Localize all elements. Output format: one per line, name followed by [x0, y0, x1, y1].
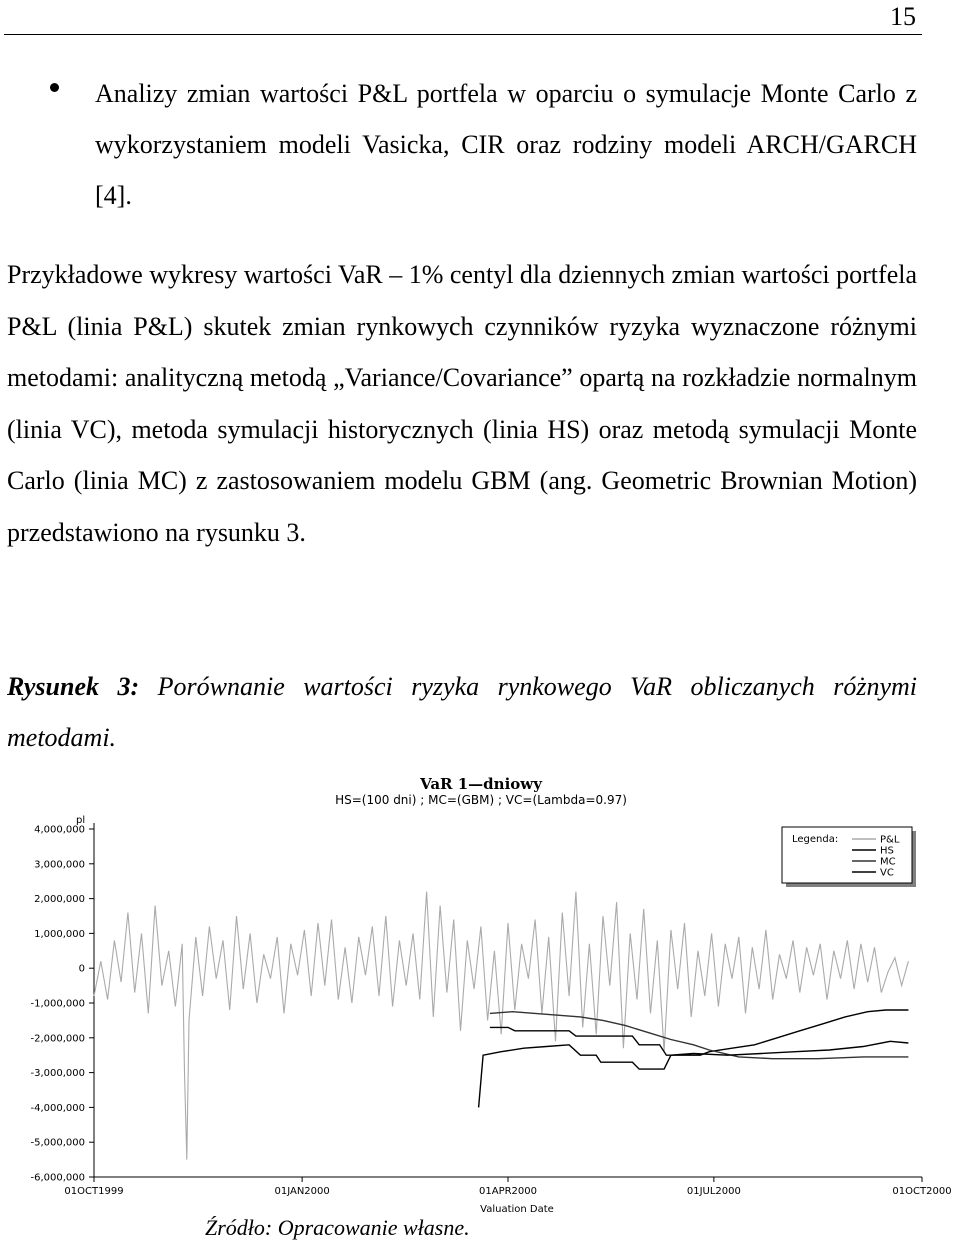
x-tick-label: 01OCT1999 [64, 1186, 124, 1197]
y-tick-label: 4,000,000 [34, 824, 85, 836]
series-line-mc [490, 1012, 909, 1059]
y-axis-label: pl [76, 815, 86, 826]
x-tick-label: 01OCT2000 [892, 1186, 952, 1197]
source-note: Źródło: Opracowanie własne. [205, 1215, 470, 1240]
series-line-vc [479, 1041, 909, 1107]
chart-title: VaR 1—dniowy [420, 775, 542, 793]
legend-entry: VC [880, 867, 894, 879]
chart-series [94, 892, 908, 1160]
legend-entry: MC [880, 856, 896, 868]
body-paragraph: Przykładowe wykresy wartości VaR – 1% centyl dla dziennych zmian wartości portfela P&L (linia P&L) skutek zmian rynkowych czynników ryzyka wyznaczone różnymi metodami: analityczną metodą „Variance/Covariance” opartą na rozkładzie normalnym (linia VC), metoda symulacji historycznych (linia HS) oraz metodą symulacji Monte Carlo (linia MC) z zastosowaniem modelu GBM (ang. Geometric Brownian Motion) przedstawiono na rysunku 3. [7, 260, 917, 547]
y-tick-label: 2,000,000 [34, 894, 85, 906]
x-tick-label: 01APR2000 [479, 1186, 537, 1197]
bullet-text: Analizy zmian wartości P&L portfela w oparciu o symulacje Monte Carlo z wykorzystaniem modeli Vasicka, CIR oraz rodziny modeli ARCH/GARCH [4]. [95, 79, 917, 210]
series-line-pl [94, 892, 908, 1160]
legend-entry: P&L [880, 834, 900, 846]
page-number: 15 [890, 2, 916, 31]
y-tick-label: -3,000,000 [30, 1068, 85, 1080]
chart-legend [782, 827, 916, 887]
x-tick-label: 01JAN2000 [274, 1186, 330, 1197]
legend-entry: HS [880, 845, 894, 857]
x-tick-label: 01JUL2000 [686, 1186, 741, 1197]
chart-subtitle: HS=(100 dni) ; MC=(GBM) ; VC=(Lambda=0.97) [335, 793, 627, 807]
header-rule [4, 34, 922, 35]
y-tick-label: -2,000,000 [30, 1033, 85, 1045]
x-axis-label: Valuation Date [480, 1204, 554, 1215]
y-tick-label: -5,000,000 [30, 1137, 85, 1149]
y-tick-label: -4,000,000 [30, 1102, 85, 1114]
y-tick-label: 0 [78, 963, 85, 975]
figure-caption [7, 661, 917, 763]
y-tick-label: -1,000,000 [30, 998, 85, 1010]
legend-title: Legenda: [792, 834, 839, 845]
var-chart [0, 770, 960, 1215]
y-tick-label: 3,000,000 [34, 859, 85, 871]
bullet-icon [50, 83, 59, 92]
caption-label: Rysunek 3: [7, 672, 140, 701]
y-tick-label: -6,000,000 [30, 1172, 85, 1184]
caption-text: Porównanie wartości ryzyka rynkowego VaR obliczanych różnymi metodami. [7, 672, 917, 752]
y-tick-label: 1,000,000 [34, 928, 85, 940]
